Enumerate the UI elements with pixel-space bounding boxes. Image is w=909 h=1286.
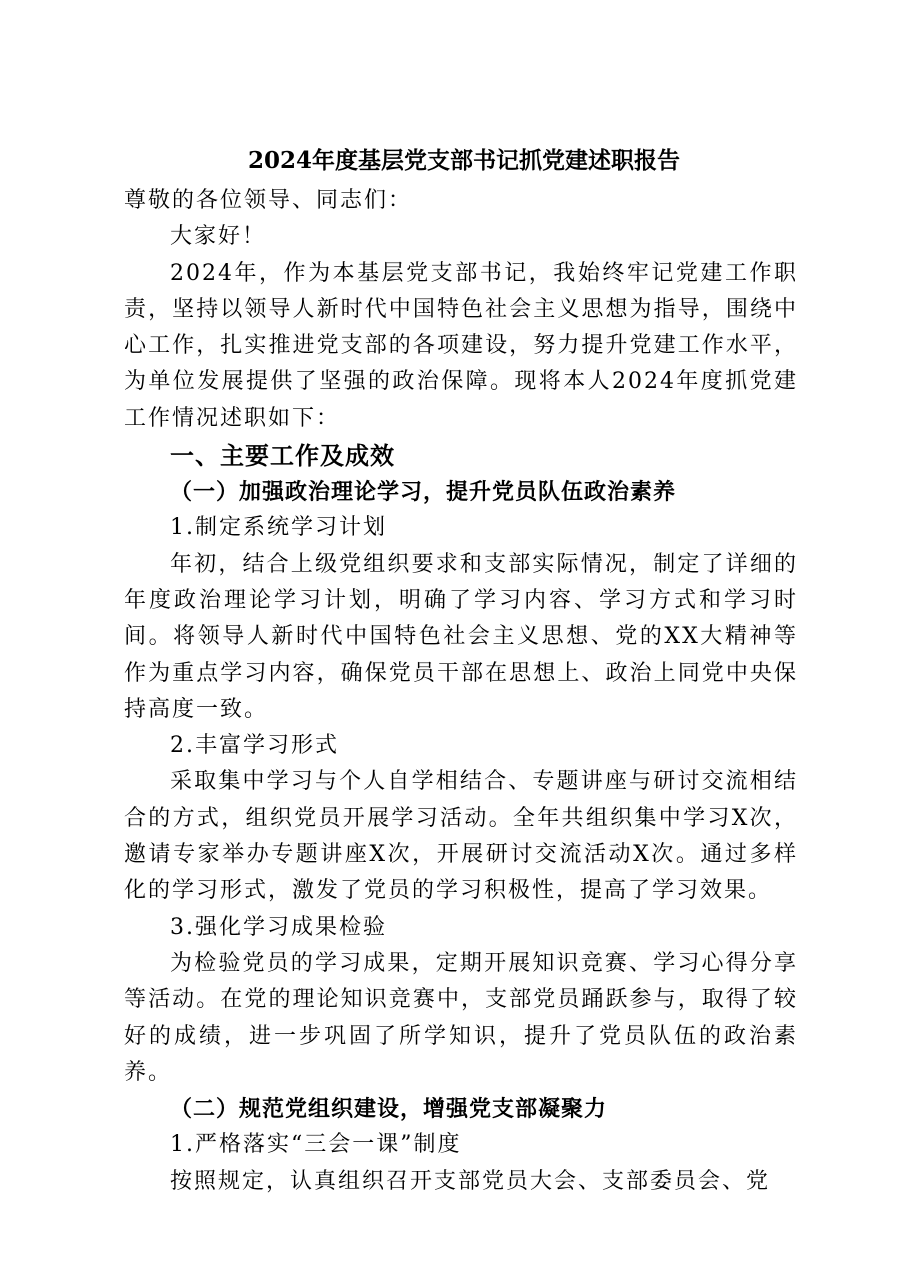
salutation: 尊敬的各位领导、同志们： <box>124 188 413 213</box>
item-body-2: 采取集中学习与个人自学相结合、专题讲座与研讨交流相结合的方式，组织党员开展学习活动。全年共组织集中学习X次，邀请专家举办专题讲座X次，开展研讨交流活动X次。通过多样化的学习形式，激发了党员的学习积极性，提高了学习效果。 <box>124 769 798 904</box>
document-page <box>124 143 798 1200</box>
item-body-3: 为检验党员的学习成果，定期开展知识竞赛、学习心得分享等活动。在党的理论知识竞赛中，支部党员踊跃参与，取得了较好的成绩，进一步巩固了所学知识，提升了党员队伍的政治素养。 <box>124 950 798 1085</box>
intro-paragraph: 2024年，作为本基层党支部书记，我始终牢记党建工作职责，坚持以领导人新时代中国特色社会主义思想为指导，围绕中心工作，扎实推进党支部的各项建设，努力提升党建工作水平，为单位发展提供了坚强的政治保障。现将本人2024年度抓党建工作情况述职如下： <box>124 260 798 431</box>
item-title-3: 3.强化学习成果检验 <box>170 914 387 940</box>
item-body-1: 年初，结合上级党组织要求和支部实际情况，制定了详细的年度政治理论学习计划，明确了学习内容、学习方式和学习时间。将领导人新时代中国特色社会主义思想、党的XX大精神等作为重点学习内容，确保党员干部在思想上、政治上同党中央保持高度一致。 <box>124 551 798 722</box>
section-heading-1: 一、主要工作及成效 <box>170 441 395 471</box>
item-body-4: 按照规定，认真组织召开支部党员大会、支部委员会、党 <box>170 1168 771 1194</box>
document-title: 2024年度基层党支部书记抓党建述职报告 <box>247 147 680 174</box>
item-title-1: 1.制定系统学习计划 <box>170 515 387 541</box>
item-title-4: 1.严格落实“三会一课”制度 <box>170 1132 462 1158</box>
greeting: 大家好！ <box>170 224 267 250</box>
subsection-heading-2: （二）规范党组织建设，增强党支部凝聚力 <box>170 1096 608 1123</box>
subsection-heading-1: （一）加强政治理论学习，提升党员队伍政治素养 <box>170 479 677 506</box>
item-title-2: 2.丰富学习形式 <box>170 733 339 759</box>
